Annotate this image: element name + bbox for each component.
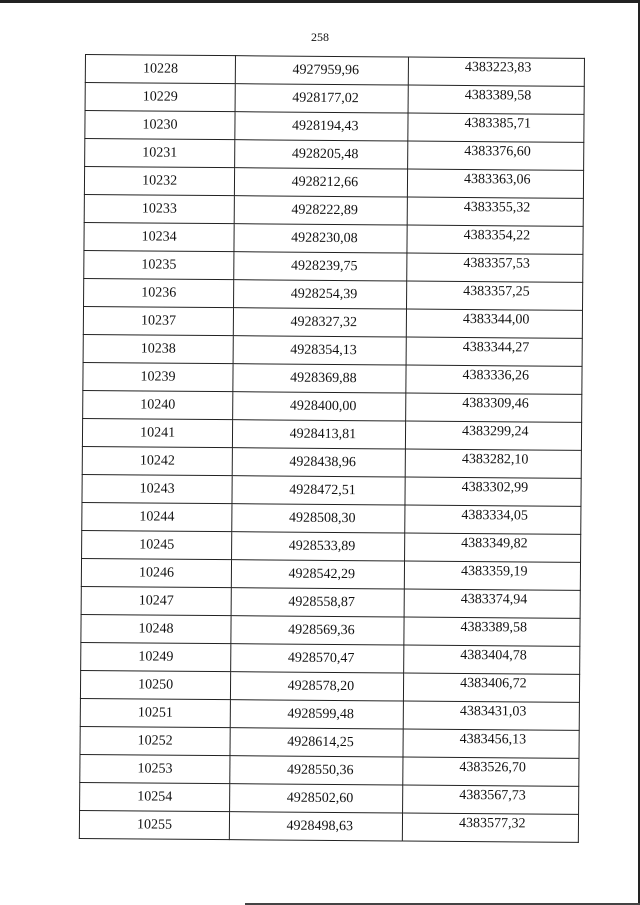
point-id-cell-text: 10253 [137, 760, 173, 777]
point-id-cell [85, 111, 235, 140]
x-coordinate-cell-text: 4928205,48 [291, 146, 359, 162]
table-row [83, 306, 582, 338]
point-id-cell [83, 306, 233, 335]
y-coordinate-cell-text: 4383349,82 [461, 535, 528, 551]
x-coordinate-cell-text: 4927959,96 [292, 62, 360, 78]
table-row [84, 194, 583, 226]
table-row [80, 670, 579, 702]
y-coordinate-cell-text: 4383577,32 [458, 815, 526, 831]
table-row [84, 167, 583, 199]
table-row [83, 334, 582, 366]
y-coordinate-cell-text: 4383385,71 [464, 115, 532, 132]
x-coordinate-cell [235, 56, 408, 85]
point-id-cell [82, 418, 232, 447]
point-id-cell [80, 782, 230, 811]
point-id-cell [84, 167, 234, 196]
point-id-cell [84, 194, 234, 223]
y-coordinate-cell-text: 4383336,26 [462, 367, 530, 383]
y-coordinate-cell [403, 673, 580, 702]
y-coordinate-cell-text: 4383431,03 [459, 703, 527, 719]
x-coordinate-cell-text: 4928230,08 [291, 230, 358, 246]
y-coordinate-cell [403, 729, 580, 758]
point-id-cell-text: 10250 [138, 676, 174, 693]
table-row [80, 782, 579, 814]
y-coordinate-cell-text: 4383357,53 [463, 255, 530, 272]
y-coordinate-cell-text: 4383567,73 [459, 787, 526, 803]
x-coordinate-cell-text: 4928354,13 [290, 342, 357, 358]
point-id-cell-text: 10238 [140, 340, 176, 357]
point-id-cell-text: 10248 [138, 620, 174, 637]
x-coordinate-cell [234, 224, 407, 253]
point-id-cell-text: 10252 [137, 732, 173, 749]
x-coordinate-cell-text: 4928438,96 [289, 454, 357, 470]
point-id-cell [84, 278, 234, 307]
point-id-cell-text: 10254 [137, 788, 173, 805]
x-coordinate-cell [235, 84, 408, 113]
x-coordinate-cell [235, 168, 408, 197]
point-id-cell-text: 10241 [140, 424, 176, 441]
y-coordinate-cell-text: 4383357,25 [463, 283, 530, 299]
point-id-cell [85, 139, 235, 168]
table-row [83, 362, 582, 394]
y-coordinate-cell [407, 113, 584, 142]
point-id-cell-text: 10232 [142, 172, 178, 189]
x-coordinate-cell [230, 784, 403, 813]
point-id-cell [80, 726, 230, 755]
point-id-cell-text: 10239 [140, 368, 176, 385]
x-coordinate-cell-text: 4928472,51 [289, 482, 356, 498]
point-id-cell [80, 754, 230, 783]
x-coordinate-cell [232, 448, 405, 477]
y-coordinate-cell [404, 561, 581, 590]
y-coordinate-cell [406, 337, 583, 366]
point-id-cell [82, 474, 232, 503]
point-id-cell-text: 10251 [137, 704, 173, 721]
point-id-cell-text: 10242 [139, 452, 175, 469]
point-id-cell-text: 10255 [136, 816, 173, 833]
y-coordinate-cell-text: 4383309,46 [462, 395, 529, 411]
x-coordinate-cell-text: 4928177,02 [292, 90, 359, 106]
table-row [85, 111, 584, 143]
y-coordinate-cell [402, 785, 579, 814]
x-coordinate-cell [230, 812, 403, 841]
y-coordinate-cell [407, 141, 584, 170]
point-id-cell [81, 614, 231, 643]
coordinates-table-body [79, 55, 584, 843]
y-coordinate-cell [402, 813, 579, 842]
x-coordinate-cell [230, 728, 403, 757]
x-coordinate-cell-text: 4928413,81 [289, 426, 357, 442]
y-coordinate-cell-text: 4383376,60 [464, 143, 531, 160]
y-coordinate-cell-text: 4383359,19 [460, 563, 528, 579]
y-coordinate-cell-text: 4383344,27 [462, 339, 530, 355]
y-coordinate-cell [404, 533, 581, 562]
point-id-cell [83, 390, 233, 419]
point-id-cell-text: 10240 [140, 396, 176, 413]
scan-border-top [0, 0, 640, 3]
y-coordinate-cell [407, 169, 584, 198]
x-coordinate-cell [231, 672, 404, 701]
y-coordinate-cell-text: 4383526,70 [459, 759, 527, 775]
table-row [84, 222, 583, 254]
table-row [81, 642, 580, 674]
x-coordinate-cell [230, 700, 403, 729]
x-coordinate-cell [235, 140, 408, 169]
point-id-cell-text: 10247 [138, 592, 174, 609]
x-coordinate-cell-text: 4928400,00 [289, 398, 357, 414]
point-id-cell-text: 10249 [138, 648, 174, 665]
point-id-cell [82, 530, 232, 559]
point-id-cell [85, 83, 235, 112]
table-row [82, 474, 581, 506]
x-coordinate-cell-text: 4928614,25 [287, 734, 354, 750]
y-coordinate-cell [402, 757, 579, 786]
point-id-cell-text: 10243 [139, 480, 175, 497]
y-coordinate-cell-text: 4383282,10 [461, 451, 529, 467]
y-coordinate-cell [404, 505, 581, 534]
x-coordinate-cell-text: 4928502,60 [286, 790, 354, 806]
x-coordinate-cell [231, 644, 404, 673]
table-row [82, 418, 581, 450]
point-id-cell [81, 642, 231, 671]
y-coordinate-cell [405, 421, 582, 450]
x-coordinate-cell-text: 4928542,29 [288, 566, 356, 582]
point-id-cell [80, 698, 230, 727]
y-coordinate-cell [403, 701, 580, 730]
x-coordinate-cell-text: 4928254,39 [290, 286, 358, 302]
point-id-cell-text: 10228 [142, 60, 179, 77]
point-id-cell-text: 10237 [140, 312, 177, 329]
point-id-cell-text: 10231 [142, 144, 178, 161]
y-coordinate-cell-text: 4383404,78 [460, 647, 527, 663]
y-coordinate-cell [407, 225, 584, 254]
point-id-cell [85, 55, 235, 84]
point-id-cell [84, 250, 234, 279]
table-row [83, 390, 582, 422]
point-id-cell-text: 10229 [142, 88, 178, 105]
point-id-cell-text: 10245 [139, 536, 175, 553]
x-coordinate-cell [233, 336, 406, 365]
y-coordinate-cell-text: 4383344,00 [462, 311, 530, 327]
table-row [85, 83, 584, 115]
x-coordinate-cell [232, 476, 405, 505]
point-id-cell-text: 10235 [141, 256, 177, 273]
x-coordinate-cell-text: 4928327,32 [290, 314, 358, 330]
x-coordinate-cell [234, 280, 407, 309]
table-row [84, 278, 583, 310]
table-row [82, 530, 581, 562]
x-coordinate-cell [235, 112, 408, 141]
x-coordinate-cell [233, 392, 406, 421]
point-id-cell-text: 10230 [142, 116, 178, 133]
table-row [82, 446, 581, 478]
x-coordinate-cell-text: 4928212,66 [291, 174, 359, 190]
y-coordinate-cell-text: 4383223,83 [464, 59, 532, 76]
x-coordinate-cell [230, 756, 403, 785]
x-coordinate-cell-text: 4928369,88 [290, 370, 357, 386]
x-coordinate-cell [232, 532, 405, 561]
point-id-cell [82, 502, 232, 531]
y-coordinate-cell-text: 4383299,24 [462, 423, 529, 439]
y-coordinate-cell [403, 617, 580, 646]
table-row [85, 55, 584, 87]
point-id-cell [83, 334, 233, 363]
y-coordinate-cell-text: 4383389,58 [464, 87, 532, 104]
page-number: 258 [311, 30, 329, 44]
y-coordinate-cell-text: 4383302,99 [461, 479, 529, 495]
x-coordinate-cell [232, 504, 405, 533]
y-coordinate-cell-text: 4383355,32 [463, 199, 531, 216]
y-coordinate-cell-text: 4383363,06 [464, 171, 531, 188]
y-coordinate-cell-text: 4383389,58 [460, 619, 528, 635]
point-id-cell [82, 446, 232, 475]
x-coordinate-cell [234, 196, 407, 225]
x-coordinate-cell-text: 4928508,30 [288, 510, 356, 526]
point-id-cell [83, 362, 233, 391]
x-coordinate-cell-text: 4928222,89 [291, 202, 358, 218]
point-id-cell [80, 670, 230, 699]
x-coordinate-cell [231, 588, 404, 617]
x-coordinate-cell-text: 4928498,63 [286, 818, 354, 834]
point-id-cell [79, 810, 229, 839]
y-coordinate-cell [405, 365, 582, 394]
x-coordinate-cell-text: 4928550,36 [286, 762, 354, 778]
y-coordinate-cell [403, 645, 580, 674]
y-coordinate-cell-text: 4383406,72 [460, 675, 527, 691]
x-coordinate-cell [232, 560, 405, 589]
x-coordinate-cell-text: 4928533,89 [288, 538, 356, 554]
x-coordinate-cell-text: 4928599,48 [287, 706, 355, 722]
y-coordinate-cell [408, 85, 585, 114]
table-row [84, 250, 583, 282]
point-id-cell-text: 10233 [141, 200, 177, 217]
y-coordinate-cell [404, 589, 581, 618]
y-coordinate-cell-text: 4383354,22 [463, 227, 531, 244]
x-coordinate-cell-text: 4928194,43 [292, 118, 359, 134]
point-id-cell [81, 558, 231, 587]
table-row [81, 586, 580, 618]
y-coordinate-cell [408, 57, 585, 86]
table-row [81, 614, 580, 646]
table-row [80, 754, 579, 786]
table-row [80, 698, 579, 730]
table-row [80, 726, 579, 758]
table-row [82, 502, 581, 534]
point-id-cell [84, 222, 234, 251]
y-coordinate-cell [405, 449, 582, 478]
x-coordinate-cell-text: 4928558,87 [288, 594, 355, 610]
x-coordinate-cell [233, 308, 406, 337]
point-id-cell-text: 10236 [141, 284, 177, 301]
y-coordinate-cell-text: 4383334,05 [461, 507, 528, 523]
x-coordinate-cell-text: 4928569,36 [288, 622, 355, 638]
x-coordinate-cell [233, 364, 406, 393]
coordinates-table [79, 54, 585, 843]
y-coordinate-cell [407, 197, 584, 226]
x-coordinate-cell [231, 616, 404, 645]
y-coordinate-cell [406, 309, 583, 338]
y-coordinate-cell-text: 4383456,13 [459, 731, 527, 747]
y-coordinate-cell [405, 393, 582, 422]
x-coordinate-cell-text: 4928578,20 [287, 678, 355, 694]
point-id-cell-text: 10234 [141, 228, 177, 245]
x-coordinate-cell-text: 4928570,47 [287, 650, 355, 666]
table-row [85, 139, 584, 171]
x-coordinate-cell [234, 252, 407, 281]
y-coordinate-cell [405, 477, 582, 506]
x-coordinate-cell-text: 4928239,75 [290, 258, 358, 274]
table-row [79, 810, 578, 842]
point-id-cell [81, 586, 231, 615]
point-id-cell-text: 10246 [138, 564, 175, 581]
y-coordinate-cell [406, 253, 583, 282]
point-id-cell-text: 10244 [139, 508, 175, 525]
y-coordinate-cell [406, 281, 583, 310]
y-coordinate-cell-text: 4383374,94 [460, 591, 528, 607]
x-coordinate-cell [233, 420, 406, 449]
table-row [81, 558, 580, 590]
